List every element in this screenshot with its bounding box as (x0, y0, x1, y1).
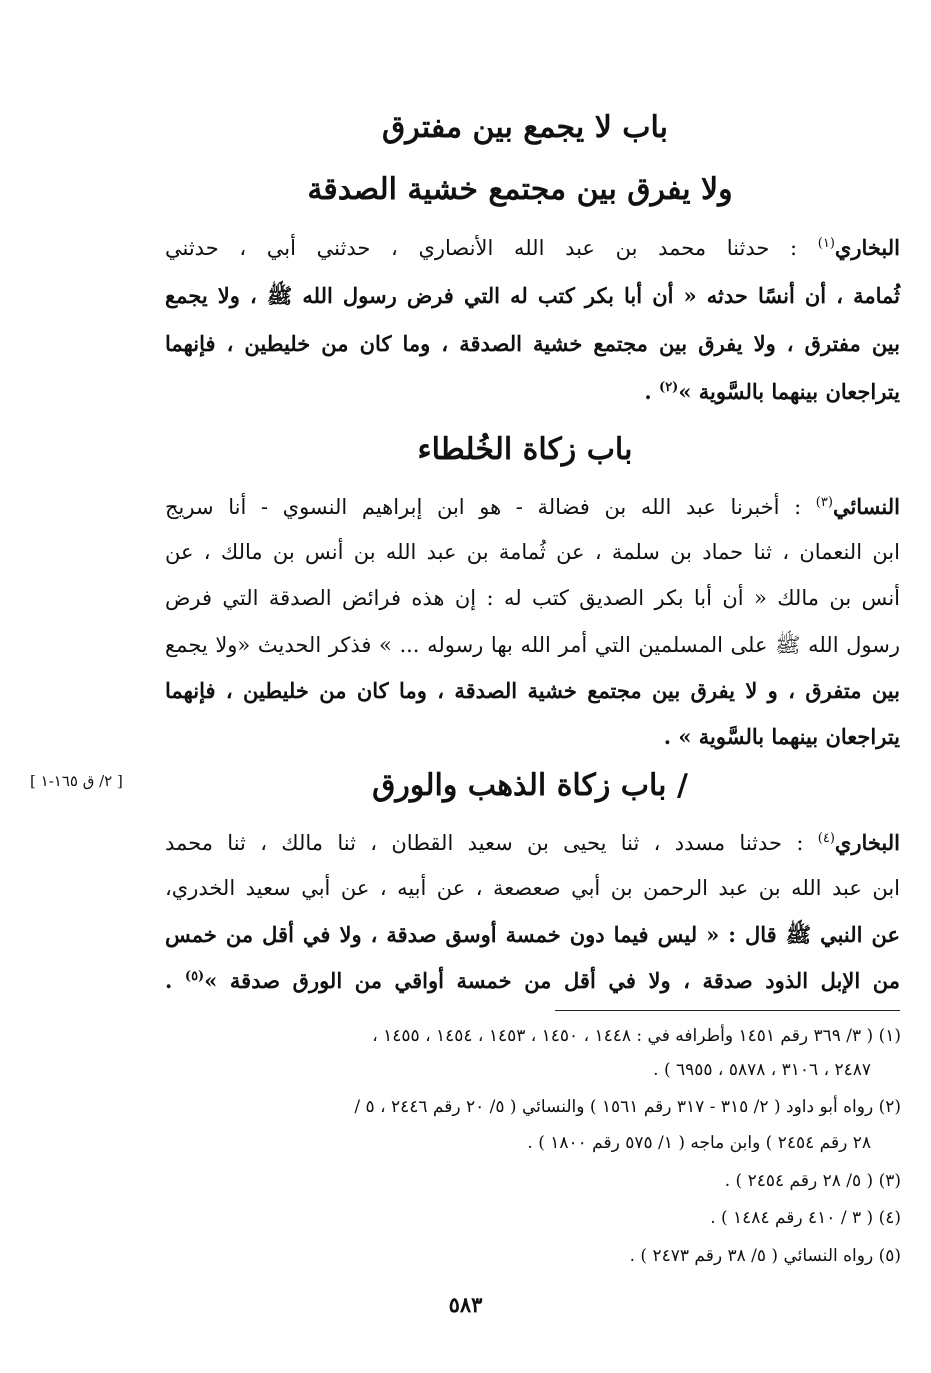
footnote-ref: (٢) (659, 380, 679, 395)
line-text: ابن عبد الله بن عبد الرحمن بن أبي صعصعة ، عن أبيه ، عن أبي سعيد الخدري، (165, 876, 900, 900)
footnote: (٤) ( ٣ / ٤١٠ رقم ١٤٨٤ ) . (710, 1208, 901, 1228)
paragraph-line (165, 235, 900, 260)
paragraph-line (165, 283, 900, 314)
footnote-ref: (٣) (815, 495, 833, 510)
line-text: من الإبل الذود صدقة ، ولا في أقل من خمسة أواقي من الورق صدقة » (204, 968, 901, 993)
footnote-ref: (٥) (184, 969, 205, 984)
section-title: باب لا يجمع بين مفترق (381, 110, 668, 145)
line-text: . (165, 968, 185, 993)
narrator-name: النسائي (832, 494, 900, 519)
line-text: عن النبي ﷺ قال : « ليس فيما دون خمسة أوسق صدقة ، ولا في أقل من خمس (165, 922, 900, 947)
line-text: يتراجعان بينهما بالسَّوية » (678, 379, 900, 404)
paragraph-line (165, 876, 900, 900)
paragraph-line (165, 540, 900, 564)
footnote: ٢٨ رقم ٢٤٥٤ ) وابن ماجه ( ١/ ٥٧٥ رقم ١٨٠٠ ) . (527, 1133, 871, 1153)
line-text: . (644, 379, 660, 404)
section-title: ولا يفرق بين مجتمع خشية الصدقة (307, 172, 733, 207)
footnote: ٢٤٨٧ ، ٣١٠٦ ، ٥٨٧٨ ، ٦٩٥٥ ) . (653, 1060, 871, 1080)
paragraph-line (165, 678, 900, 703)
line-text: رسول الله ﷺ على المسلمين التي أمر الله بها رسوله ... » فذكر الحديث «ولا يجمع (165, 633, 900, 657)
page-number: ٥٨٣ (448, 1292, 483, 1317)
manuscript-reference: [ ٢/ ق ١٦٥-١ ] (30, 772, 123, 790)
line-text: : حدثنا محمد بن عبد الله الأنصاري ، حدثني أبي ، حدثني (165, 236, 818, 260)
narrator-name: البخاري (834, 830, 900, 855)
line-text: بين مفترق ، ولا يفرق بين مجتمع خشية الصدقة ، وما كان من خليطين ، فإنهما (165, 331, 900, 356)
line-text: : أخبرنا عبد الله بن فضالة - هو ابن إبراهيم النسوي - أنا سريج (165, 495, 816, 519)
footnote: (١) ( ٣/ ٣٦٩ رقم ١٤٥١ وأطرافه في : ١٤٤٨ ، ١٤٥٠ ، ١٤٥٣ ، ١٤٥٤ ، ١٤٥٥ ، (372, 1026, 901, 1046)
narrator-name: البخاري (834, 235, 900, 260)
paragraph-line (165, 586, 900, 610)
footnote-ref: (٤) (817, 831, 835, 846)
line-text: ابن النعمان ، ثنا حماد بن سلمة ، عن ثُمامة بن عبد الله بن أنس بن مالك ، عن (165, 540, 900, 564)
paragraph-line (644, 379, 900, 404)
paragraph-line (165, 331, 900, 356)
hadith-paragraph (165, 235, 900, 415)
paragraph-line (165, 830, 900, 855)
footnote: (٣) ( ٥/ ٢٨ رقم ٢٤٥٤ ) . (724, 1171, 901, 1191)
paragraph-line (165, 968, 900, 993)
section-title: باب زكاة الخُلطاء (417, 432, 633, 467)
line-text: ثُمامة ، أن أنسًا حدثه « أن أبا بكر كتب له التي فرض رسول الله ﷺ ، ولا يجمع (165, 283, 900, 308)
footnote-ref: (١) (817, 236, 835, 251)
footnote: (٥) رواه النسائي ( ٥/ ٣٨ رقم ٢٤٧٣ ) . (629, 1246, 901, 1266)
paragraph-line (664, 724, 900, 749)
line-text: يتراجعان بينهما بالسَّوية » . (663, 724, 900, 749)
paragraph-line (165, 632, 900, 663)
line-text: أنس بن مالك « أن أبا بكر الصديق كتب له : إن هذه فرائض الصدقة التي فرض (165, 586, 900, 610)
paragraph-line (165, 494, 900, 519)
footnote: (٢) رواه أبو داود ( ٢/ ٣١٥ - ٣١٧ رقم ١٥٦١ ) والنسائي ( ٥/ ٢٠ رقم ٢٤٤٦ ، ٥ / (354, 1097, 901, 1117)
paragraph-line (165, 922, 900, 953)
hadith-paragraph (165, 494, 900, 754)
footnote-divider (555, 1010, 900, 1011)
section-title: / باب زكاة الذهب والورق (372, 768, 688, 803)
line-text: بين متفرق ، و لا يفرق بين مجتمع خشية الصدقة ، وما كان من خليطين ، فإنهما (165, 678, 900, 703)
line-text: : حدثنا مسدد ، ثنا يحيى بن سعيد القطان ، ثنا مالك ، ثنا محمد (165, 831, 818, 855)
hadith-paragraph (165, 830, 900, 1005)
